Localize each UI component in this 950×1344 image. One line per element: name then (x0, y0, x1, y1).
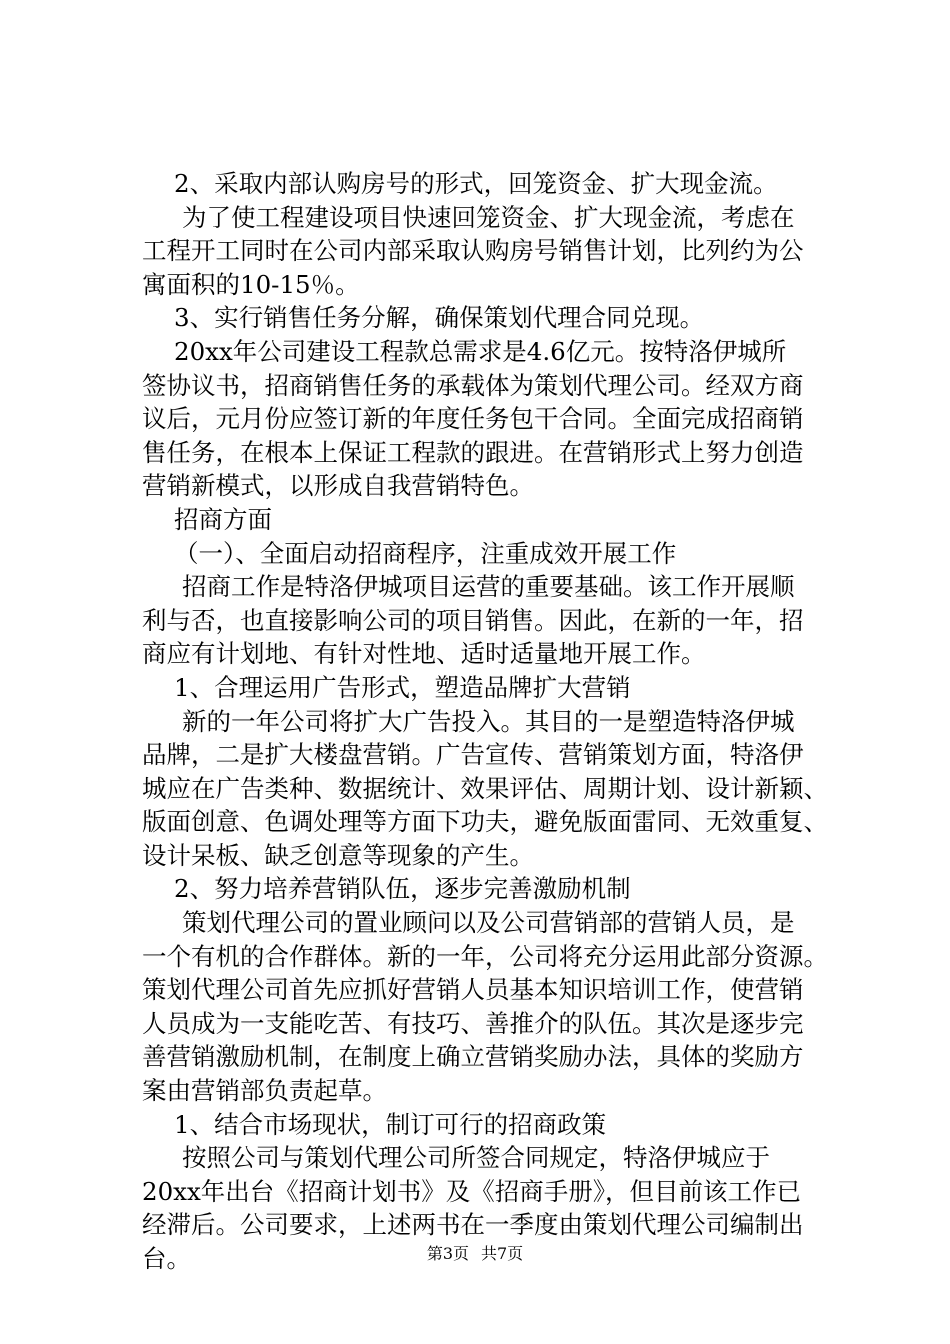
page-total: 共7页 (481, 1244, 524, 1263)
paragraph-line: 案由营销部负责起草。 (142, 1076, 387, 1106)
paragraph-line: 20xx年出台《招商计划书》及《招商手册》，但目前该工作已 (142, 1176, 802, 1206)
paragraph-line: 签协议书，招商销售任务的承载体为策划代理公司。经双方商 (142, 370, 804, 400)
paragraph-line: 议后，元月份应签订新的年度任务包干合同。全面完成招商销 (142, 404, 804, 434)
paragraph-line: 人员成为一支能吃苦、有技巧、善推介的队伍。其次是逐步完 (142, 1008, 804, 1038)
paragraph-line: 寓面积的10-15％。 (142, 269, 360, 299)
paragraph-line: 招商工作是特洛伊城项目运营的重要基础。该工作开展顺 (182, 572, 795, 602)
section-heading: 招商方面 (174, 504, 272, 534)
paragraph-line: 商应有计划地、有针对性地、适时适量地开展工作。 (142, 639, 706, 669)
paragraph-line: 版面创意、色调处理等方面下功夫，避免版面雷同、无效重复、 (142, 807, 828, 837)
paragraph-line: 售任务，在根本上保证工程款的跟进。在营销形式上努力创造 (142, 437, 804, 467)
paragraph-line: 利与否，也直接影响公司的项目销售。因此，在新的一年，招 (142, 605, 804, 635)
paragraph-line: 20xx年公司建设工程款总需求是4.6亿元。按特洛伊城所 (174, 336, 787, 366)
paragraph-line: 策划代理公司首先应抓好营销人员基本知识培训工作，使营销 (142, 975, 804, 1005)
paragraph-line: 新的一年公司将扩大广告投入。其目的一是塑造特洛伊城 (182, 706, 795, 736)
paragraph-line: 3、实行销售任务分解，确保策划代理合同兑现。 (174, 303, 705, 333)
paragraph-line: 城应在广告类种、数据统计、效果评估、周期计划、设计新颖、 (142, 773, 828, 803)
paragraph-line: 品牌，二是扩大楼盘营销。广告宣传、营销策划方面，特洛伊 (142, 740, 804, 770)
paragraph-line: 经滞后。公司要求，上述两书在一季度由策划代理公司编制出 (142, 1210, 804, 1240)
paragraph-line: 2、采取内部认购房号的形式，回笼资金、扩大现金流。 (174, 169, 778, 198)
document-body (142, 167, 836, 1276)
paragraph-line: 按照公司与策划代理公司所签合同规定，特洛伊城应于 (182, 1143, 770, 1173)
paragraph-line: 台。 (142, 1244, 191, 1273)
item-heading: 1、结合市场现状，制订可行的招商政策 (174, 1109, 607, 1139)
item-heading: 2、努力培养营销队伍，逐步完善激励机制 (174, 874, 631, 904)
page-footer (0, 1244, 950, 1264)
subsection-heading: （一）、全面启动招商程序，注重成效开展工作 (174, 538, 677, 568)
paragraph-line: 一个有机的合作群体。新的一年，公司将充分运用此部分资源。 (142, 941, 828, 971)
paragraph-line: 工程开工同时在公司内部采取认购房号销售计划，比列约为公 (142, 236, 804, 266)
paragraph-line: 策划代理公司的置业顾问以及公司营销部的营销人员，是 (182, 908, 795, 938)
page-number: 第3页 (426, 1244, 469, 1263)
paragraph-line: 善营销激励机制，在制度上确立营销奖励办法，具体的奖励方 (142, 1042, 804, 1072)
paragraph-line: 设计呆板、缺乏创意等现象的产生。 (142, 840, 534, 870)
paragraph-line: 为了使工程建设项目快速回笼资金、扩大现金流，考虑在 (182, 202, 795, 232)
paragraph-line: 营销新模式，以形成自我营销特色。 (142, 471, 534, 501)
item-heading: 1、合理运用广告形式，塑造品牌扩大营销 (174, 672, 631, 702)
